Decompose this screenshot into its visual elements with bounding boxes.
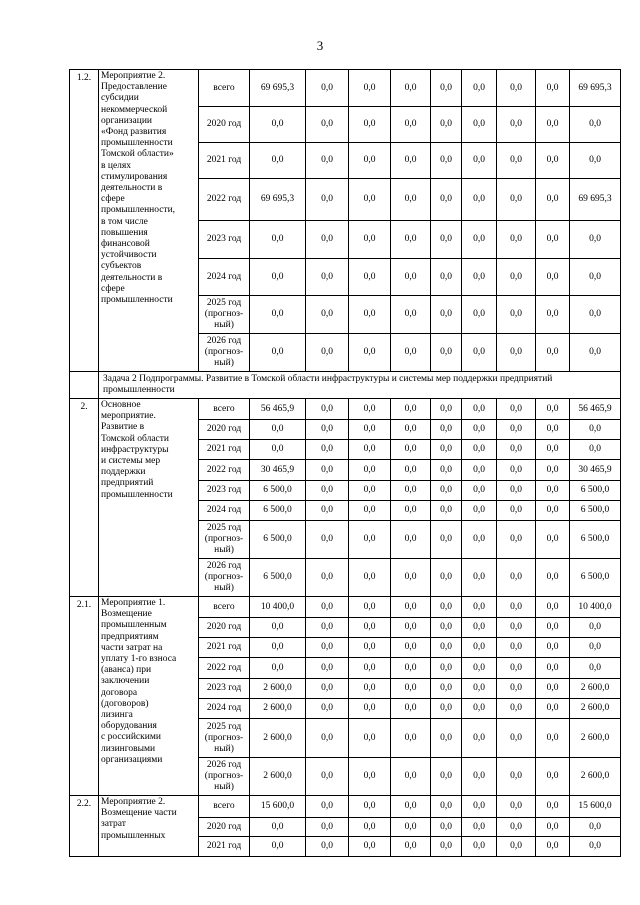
measure-description: Мероприятие 2. Возмещение части затрат промышленных	[99, 796, 199, 857]
value-cell: 0,0	[431, 70, 462, 107]
year-cell: 2021 год	[199, 638, 250, 658]
value-cell: 0,0	[306, 638, 349, 658]
year-cell: 2025 год (прогноз- ный)	[199, 296, 250, 334]
total-value-cell: 0,0	[250, 420, 306, 440]
value-cell: 0,0	[497, 440, 536, 460]
value-cell: 0,0	[349, 818, 391, 837]
value-cell: 0,0	[391, 107, 431, 143]
value-cell: 0,0	[306, 597, 349, 618]
value-cell: 0,0	[462, 420, 497, 440]
source-total-cell: 6 500,0	[570, 501, 621, 521]
value-cell: 0,0	[536, 334, 570, 372]
year-cell: 2021 год	[199, 837, 250, 857]
value-cell: 0,0	[431, 399, 462, 420]
value-cell: 0,0	[536, 559, 570, 597]
measure-number: 1.2.	[70, 70, 99, 372]
year-cell: всего	[199, 399, 250, 420]
value-cell: 0,0	[497, 837, 536, 857]
value-cell: 0,0	[349, 460, 391, 481]
total-value-cell: 6 500,0	[250, 501, 306, 521]
source-total-cell: 6 500,0	[570, 559, 621, 597]
value-cell: 0,0	[431, 758, 462, 796]
value-cell: 0,0	[349, 420, 391, 440]
year-cell: 2024 год	[199, 699, 250, 719]
value-cell: 0,0	[536, 501, 570, 521]
year-cell: 2022 год	[199, 658, 250, 679]
value-cell: 0,0	[306, 559, 349, 597]
value-cell: 0,0	[497, 638, 536, 658]
source-total-cell: 0,0	[570, 638, 621, 658]
total-value-cell: 0,0	[250, 837, 306, 857]
value-cell: 0,0	[391, 638, 431, 658]
value-cell: 0,0	[349, 501, 391, 521]
value-cell: 0,0	[349, 399, 391, 420]
value-cell: 0,0	[536, 658, 570, 679]
value-cell: 0,0	[306, 618, 349, 638]
year-cell: 2022 год	[199, 179, 250, 221]
value-cell: 0,0	[306, 179, 349, 221]
value-cell: 0,0	[391, 334, 431, 372]
value-cell: 0,0	[391, 679, 431, 699]
value-cell: 0,0	[462, 796, 497, 818]
year-cell: 2021 год	[199, 143, 250, 179]
total-value-cell: 6 500,0	[250, 481, 306, 501]
value-cell: 0,0	[462, 179, 497, 221]
year-cell: 2022 год	[199, 460, 250, 481]
year-cell: 2023 год	[199, 679, 250, 699]
value-cell: 0,0	[497, 481, 536, 501]
value-cell: 0,0	[462, 221, 497, 259]
value-cell: 0,0	[306, 460, 349, 481]
value-cell: 0,0	[431, 259, 462, 296]
value-cell: 0,0	[391, 399, 431, 420]
value-cell: 0,0	[497, 699, 536, 719]
value-cell: 0,0	[306, 758, 349, 796]
value-cell: 0,0	[462, 296, 497, 334]
total-value-cell: 10 400,0	[250, 597, 306, 618]
value-cell: 0,0	[497, 597, 536, 618]
value-cell: 0,0	[391, 758, 431, 796]
value-cell: 0,0	[349, 658, 391, 679]
source-total-cell: 56 465,9	[570, 399, 621, 420]
source-total-cell: 0,0	[570, 440, 621, 460]
value-cell: 0,0	[536, 70, 570, 107]
value-cell: 0,0	[536, 259, 570, 296]
year-cell: 2021 год	[199, 440, 250, 460]
total-value-cell: 0,0	[250, 440, 306, 460]
value-cell: 0,0	[431, 221, 462, 259]
total-value-cell: 69 695,3	[250, 70, 306, 107]
value-cell: 0,0	[306, 818, 349, 837]
source-total-cell: 0,0	[570, 259, 621, 296]
total-value-cell: 6 500,0	[250, 559, 306, 597]
measure-description: Мероприятие 1. Возмещение промышленным предприятиям части затрат на уплату 1-го взноса (аванса) при заключении договора (договоров) лизинга оборудования с российскими лизинговыми организациями	[99, 597, 199, 796]
value-cell: 0,0	[431, 460, 462, 481]
value-cell: 0,0	[497, 70, 536, 107]
value-cell: 0,0	[462, 521, 497, 559]
value-cell: 0,0	[462, 399, 497, 420]
value-cell: 0,0	[349, 618, 391, 638]
value-cell: 0,0	[536, 460, 570, 481]
value-cell: 0,0	[391, 70, 431, 107]
value-cell: 0,0	[462, 440, 497, 460]
value-cell: 0,0	[349, 521, 391, 559]
value-cell: 0,0	[536, 638, 570, 658]
value-cell: 0,0	[462, 559, 497, 597]
value-cell: 0,0	[462, 638, 497, 658]
value-cell: 0,0	[391, 420, 431, 440]
value-cell: 0,0	[349, 70, 391, 107]
value-cell: 0,0	[431, 440, 462, 460]
value-cell: 0,0	[349, 440, 391, 460]
value-cell: 0,0	[536, 837, 570, 857]
table-row	[70, 597, 621, 618]
value-cell: 0,0	[349, 559, 391, 597]
total-value-cell: 15 600,0	[250, 796, 306, 818]
value-cell: 0,0	[391, 259, 431, 296]
year-cell: 2026 год (прогноз- ный)	[199, 559, 250, 597]
year-cell: 2024 год	[199, 501, 250, 521]
source-total-cell: 6 500,0	[570, 481, 621, 501]
value-cell: 0,0	[536, 699, 570, 719]
value-cell: 0,0	[431, 501, 462, 521]
value-cell: 0,0	[349, 837, 391, 857]
value-cell: 0,0	[349, 481, 391, 501]
value-cell: 0,0	[497, 296, 536, 334]
value-cell: 0,0	[431, 679, 462, 699]
value-cell: 0,0	[391, 559, 431, 597]
value-cell: 0,0	[462, 837, 497, 857]
value-cell: 0,0	[391, 719, 431, 758]
source-total-cell: 6 500,0	[570, 521, 621, 559]
source-total-cell: 2 600,0	[570, 719, 621, 758]
total-value-cell: 0,0	[250, 658, 306, 679]
value-cell: 0,0	[391, 440, 431, 460]
total-value-cell: 30 465,9	[250, 460, 306, 481]
table-row	[70, 70, 621, 107]
task-title: Задача 2 Подпрограммы. Развитие в Томской области инфраструктуры и системы мер поддержки предприятий промышленности	[99, 372, 621, 399]
value-cell: 0,0	[536, 597, 570, 618]
value-cell: 0,0	[536, 296, 570, 334]
value-cell: 0,0	[497, 618, 536, 638]
total-value-cell: 2 600,0	[250, 679, 306, 699]
value-cell: 0,0	[306, 719, 349, 758]
value-cell: 0,0	[431, 818, 462, 837]
value-cell: 0,0	[391, 837, 431, 857]
total-value-cell: 2 600,0	[250, 699, 306, 719]
year-cell: 2020 год	[199, 618, 250, 638]
value-cell: 0,0	[306, 221, 349, 259]
value-cell: 0,0	[349, 597, 391, 618]
value-cell: 0,0	[536, 719, 570, 758]
value-cell: 0,0	[391, 221, 431, 259]
year-cell: 2020 год	[199, 107, 250, 143]
measure-description: Мероприятие 2. Предоставление субсидии некоммерческой организации «Фонд развития промышленности Томской области» в целях стимулирования деятельности в сфере промышленности, в том числе повышения финансовой устойчивости субъектов деятельности в сфере промышленности	[99, 70, 199, 372]
value-cell: 0,0	[306, 143, 349, 179]
value-cell: 0,0	[462, 818, 497, 837]
measure-number: 2.2.	[70, 796, 99, 857]
source-total-cell: 15 600,0	[570, 796, 621, 818]
value-cell: 0,0	[462, 107, 497, 143]
total-value-cell: 0,0	[250, 259, 306, 296]
budget-table	[69, 69, 621, 857]
value-cell: 0,0	[431, 481, 462, 501]
value-cell: 0,0	[431, 179, 462, 221]
source-total-cell: 0,0	[570, 420, 621, 440]
total-value-cell: 2 600,0	[250, 719, 306, 758]
total-value-cell: 2 600,0	[250, 758, 306, 796]
value-cell: 0,0	[462, 618, 497, 638]
value-cell: 0,0	[536, 179, 570, 221]
value-cell: 0,0	[462, 758, 497, 796]
value-cell: 0,0	[536, 420, 570, 440]
value-cell: 0,0	[349, 221, 391, 259]
value-cell: 0,0	[391, 699, 431, 719]
task-row	[70, 372, 621, 399]
value-cell: 0,0	[462, 597, 497, 618]
value-cell: 0,0	[497, 143, 536, 179]
total-value-cell: 0,0	[250, 818, 306, 837]
value-cell: 0,0	[349, 679, 391, 699]
value-cell: 0,0	[391, 618, 431, 638]
value-cell: 0,0	[536, 818, 570, 837]
value-cell: 0,0	[497, 420, 536, 440]
value-cell: 0,0	[391, 597, 431, 618]
source-total-cell: 10 400,0	[570, 597, 621, 618]
value-cell: 0,0	[462, 143, 497, 179]
value-cell: 0,0	[536, 399, 570, 420]
value-cell: 0,0	[497, 658, 536, 679]
value-cell: 0,0	[497, 719, 536, 758]
value-cell: 0,0	[462, 658, 497, 679]
value-cell: 0,0	[536, 796, 570, 818]
value-cell: 0,0	[431, 796, 462, 818]
value-cell: 0,0	[462, 699, 497, 719]
value-cell: 0,0	[391, 658, 431, 679]
year-cell: 2025 год (прогноз- ный)	[199, 521, 250, 559]
source-total-cell: 2 600,0	[570, 679, 621, 699]
year-cell: всего	[199, 796, 250, 818]
value-cell: 0,0	[349, 143, 391, 179]
value-cell: 0,0	[431, 837, 462, 857]
total-value-cell: 0,0	[250, 221, 306, 259]
value-cell: 0,0	[431, 618, 462, 638]
year-cell: 2023 год	[199, 221, 250, 259]
year-cell: 2026 год (прогноз- ный)	[199, 758, 250, 796]
source-total-cell: 0,0	[570, 618, 621, 638]
value-cell: 0,0	[497, 107, 536, 143]
value-cell: 0,0	[306, 521, 349, 559]
value-cell: 0,0	[306, 440, 349, 460]
value-cell: 0,0	[536, 221, 570, 259]
value-cell: 0,0	[391, 501, 431, 521]
value-cell: 0,0	[431, 597, 462, 618]
total-value-cell: 56 465,9	[250, 399, 306, 420]
value-cell: 0,0	[306, 679, 349, 699]
value-cell: 0,0	[431, 420, 462, 440]
value-cell: 0,0	[431, 699, 462, 719]
value-cell: 0,0	[349, 179, 391, 221]
value-cell: 0,0	[431, 107, 462, 143]
source-total-cell: 0,0	[570, 334, 621, 372]
value-cell: 0,0	[306, 107, 349, 143]
value-cell: 0,0	[306, 399, 349, 420]
value-cell: 0,0	[497, 179, 536, 221]
value-cell: 0,0	[306, 334, 349, 372]
value-cell: 0,0	[431, 334, 462, 372]
value-cell: 0,0	[431, 143, 462, 179]
value-cell: 0,0	[462, 679, 497, 699]
value-cell: 0,0	[306, 699, 349, 719]
year-cell: 2025 год (прогноз- ный)	[199, 719, 250, 758]
value-cell: 0,0	[497, 334, 536, 372]
value-cell: 0,0	[349, 758, 391, 796]
source-total-cell: 0,0	[570, 658, 621, 679]
table-row	[70, 796, 621, 818]
year-cell: 2020 год	[199, 818, 250, 837]
value-cell: 0,0	[306, 259, 349, 296]
year-cell: 2026 год (прогноз- ный)	[199, 334, 250, 372]
value-cell: 0,0	[349, 638, 391, 658]
value-cell: 0,0	[306, 501, 349, 521]
value-cell: 0,0	[391, 818, 431, 837]
value-cell: 0,0	[431, 559, 462, 597]
measure-number: 2.	[70, 399, 99, 597]
value-cell: 0,0	[349, 334, 391, 372]
total-value-cell: 69 695,3	[250, 179, 306, 221]
task-number-cell	[70, 372, 99, 399]
total-value-cell: 0,0	[250, 143, 306, 179]
measure-number: 2.1.	[70, 597, 99, 796]
value-cell: 0,0	[349, 259, 391, 296]
value-cell: 0,0	[497, 796, 536, 818]
value-cell: 0,0	[306, 481, 349, 501]
value-cell: 0,0	[391, 796, 431, 818]
source-total-cell: 30 465,9	[570, 460, 621, 481]
total-value-cell: 0,0	[250, 334, 306, 372]
value-cell: 0,0	[462, 259, 497, 296]
value-cell: 0,0	[391, 143, 431, 179]
source-total-cell: 0,0	[570, 221, 621, 259]
value-cell: 0,0	[462, 70, 497, 107]
value-cell: 0,0	[536, 143, 570, 179]
value-cell: 0,0	[306, 420, 349, 440]
value-cell: 0,0	[536, 618, 570, 638]
value-cell: 0,0	[497, 521, 536, 559]
source-total-cell: 0,0	[570, 143, 621, 179]
source-total-cell: 0,0	[570, 107, 621, 143]
value-cell: 0,0	[306, 658, 349, 679]
year-cell: всего	[199, 70, 250, 107]
value-cell: 0,0	[497, 559, 536, 597]
value-cell: 0,0	[497, 221, 536, 259]
value-cell: 0,0	[462, 719, 497, 758]
value-cell: 0,0	[497, 460, 536, 481]
value-cell: 0,0	[431, 638, 462, 658]
total-value-cell: 0,0	[250, 618, 306, 638]
value-cell: 0,0	[536, 758, 570, 796]
value-cell: 0,0	[497, 399, 536, 420]
value-cell: 0,0	[462, 481, 497, 501]
value-cell: 0,0	[536, 107, 570, 143]
year-cell: всего	[199, 597, 250, 618]
value-cell: 0,0	[431, 719, 462, 758]
value-cell: 0,0	[306, 837, 349, 857]
value-cell: 0,0	[497, 818, 536, 837]
source-total-cell: 2 600,0	[570, 699, 621, 719]
value-cell: 0,0	[497, 758, 536, 796]
value-cell: 0,0	[391, 296, 431, 334]
value-cell: 0,0	[462, 334, 497, 372]
value-cell: 0,0	[462, 501, 497, 521]
source-total-cell: 69 695,3	[570, 70, 621, 107]
value-cell: 0,0	[431, 658, 462, 679]
total-value-cell: 6 500,0	[250, 521, 306, 559]
table-row	[70, 399, 621, 420]
source-total-cell: 0,0	[570, 818, 621, 837]
source-total-cell: 2 600,0	[570, 758, 621, 796]
value-cell: 0,0	[349, 796, 391, 818]
measure-description: Основное мероприятие. Развитие в Томской области инфраструктуры и системы мер поддержки предприятий промышленности	[99, 399, 199, 597]
year-cell: 2024 год	[199, 259, 250, 296]
year-cell: 2020 год	[199, 420, 250, 440]
value-cell: 0,0	[349, 296, 391, 334]
value-cell: 0,0	[536, 679, 570, 699]
total-value-cell: 0,0	[250, 107, 306, 143]
value-cell: 0,0	[536, 481, 570, 501]
value-cell: 0,0	[462, 460, 497, 481]
source-total-cell: 0,0	[570, 837, 621, 857]
value-cell: 0,0	[536, 521, 570, 559]
value-cell: 0,0	[391, 521, 431, 559]
value-cell: 0,0	[431, 296, 462, 334]
value-cell: 0,0	[497, 259, 536, 296]
page-number: 3	[316, 38, 324, 53]
value-cell: 0,0	[306, 296, 349, 334]
total-value-cell: 0,0	[250, 638, 306, 658]
value-cell: 0,0	[391, 460, 431, 481]
value-cell: 0,0	[391, 481, 431, 501]
year-cell: 2023 год	[199, 481, 250, 501]
value-cell: 0,0	[306, 70, 349, 107]
source-total-cell: 69 695,3	[570, 179, 621, 221]
value-cell: 0,0	[306, 796, 349, 818]
value-cell: 0,0	[349, 699, 391, 719]
value-cell: 0,0	[391, 179, 431, 221]
value-cell: 0,0	[431, 521, 462, 559]
source-total-cell: 0,0	[570, 296, 621, 334]
value-cell: 0,0	[497, 501, 536, 521]
value-cell: 0,0	[497, 679, 536, 699]
value-cell: 0,0	[536, 440, 570, 460]
value-cell: 0,0	[349, 719, 391, 758]
total-value-cell: 0,0	[250, 296, 306, 334]
value-cell: 0,0	[349, 107, 391, 143]
